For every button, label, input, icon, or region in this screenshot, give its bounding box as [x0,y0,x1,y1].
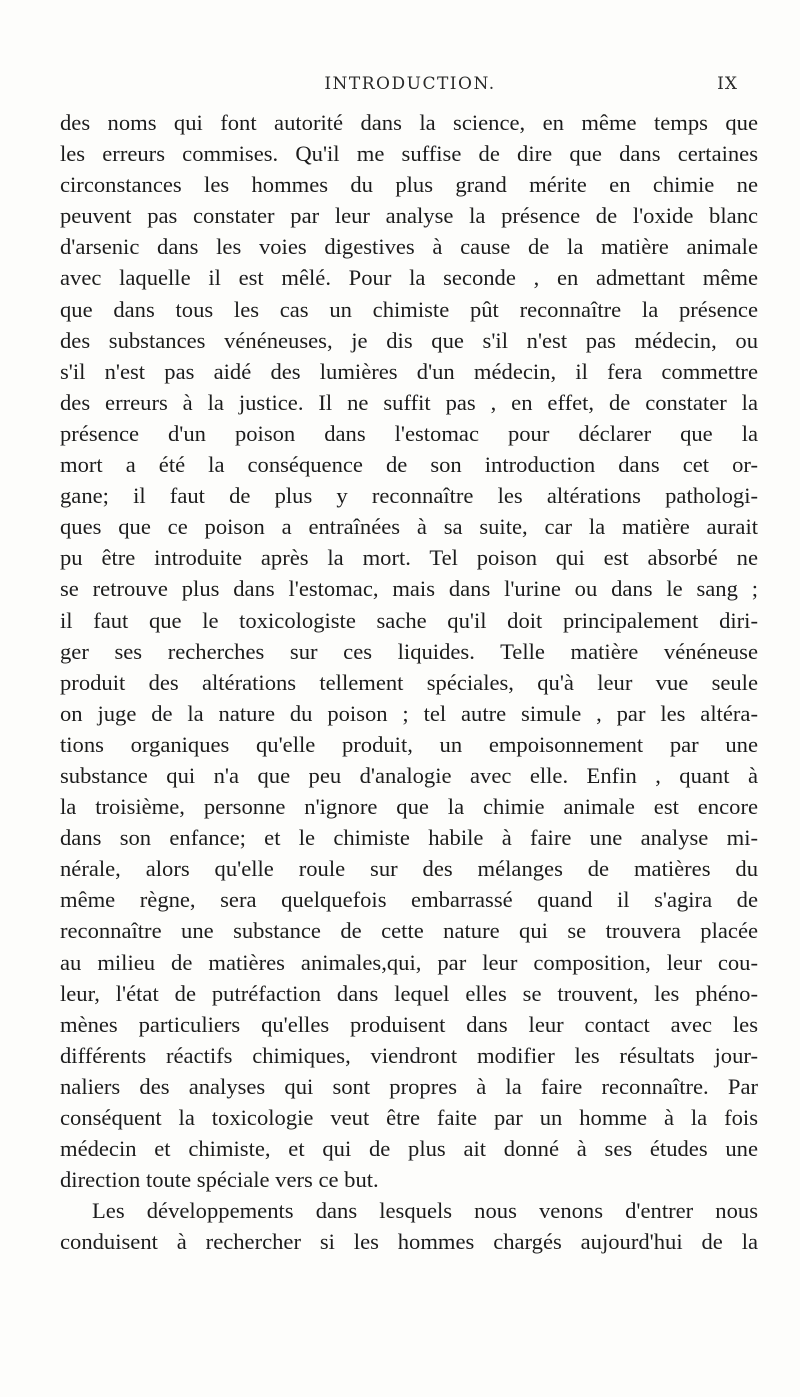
page-number: IX [717,74,738,94]
text-line: substance qui n'a que peu d'analogie avec elle. Enfin , quant à [60,762,758,788]
text-line-paragraph-end: direction toute spéciale vers ce but. [60,1167,379,1193]
text-line: avec laquelle il est mêlé. Pour la seconde , en admettant même [60,265,758,291]
text-line: conduisent à rechercher si les hommes chargés aujourd'hui de la [60,1229,758,1255]
text-line: s'il n'est pas aidé des lumières d'un médecin, il fera commettre [60,358,758,384]
text-line: se retrouve plus dans l'estomac, mais dans l'urine ou dans le sang ; [60,576,758,602]
text-line: au milieu de matières animales,qui, par leur composition, leur cou- [60,949,758,975]
text-line: peuvent pas constater par leur analyse la présence de l'oxide blanc [60,203,758,229]
text-line: reconnaître une substance de cette nature qui se trouvera placée [60,918,758,944]
text-line: la troisième, personne n'ignore que la chimie animale est encore [60,794,758,820]
text-line: mènes particuliers qu'elles produisent dans leur contact avec les [60,1011,758,1037]
text-line: ger ses recherches sur ces liquides. Telle matière vénéneuse [60,638,758,664]
running-head [60,74,760,102]
text-line: naliers des analyses qui sont propres à la faire reconnaître. Par [60,1073,758,1099]
text-line: leur, l'état de putréfaction dans lequel elles se trouvent, les phéno- [60,980,758,1006]
text-line: des substances vénéneuses, je dis que s'il n'est pas médecin, ou [60,327,758,353]
text-line: d'arsenic dans les voies digestives à cause de la matière animale [60,234,758,260]
text-line: présence d'un poison dans l'estomac pour déclarer que la [60,420,758,446]
text-line: circonstances les hommes du plus grand mérite en chimie ne [60,172,758,198]
text-line: des erreurs à la justice. Il ne suffit pas , en effet, de constater la [60,389,758,415]
text-line-paragraph-start: Les développements dans lesquels nous venons d'entrer nous [92,1198,758,1224]
text-line: gane; il faut de plus y reconnaître les altérations pathologi- [60,483,758,509]
text-line: nérale, alors qu'elle roule sur des mélanges de matières du [60,856,758,882]
text-line: mort a été la conséquence de son introduction dans cet or- [60,452,758,478]
text-line: ques que ce poison a entraînées à sa suite, car la matière aurait [60,514,758,540]
text-line: médecin et chimiste, et qui de plus ait donné à ses études une [60,1136,758,1162]
text-line: produit des altérations tellement spéciales, qu'à leur vue seule [60,669,758,695]
text-line: il faut que le toxicologiste sache qu'il doit principalement diri- [60,607,758,633]
text-line: pu être introduite après la mort. Tel poison qui est absorbé ne [60,545,758,571]
body-text [60,107,758,1257]
text-line: tions organiques qu'elle produit, un empoisonnement par une [60,731,758,757]
text-line: que dans tous les cas un chimiste pût reconnaître la présence [60,296,758,322]
text-line: même règne, sera quelquefois embarrassé quand il s'agira de [60,887,758,913]
running-title: INTRODUCTION. [324,74,496,94]
text-line: conséquent la toxicologie veut être faite par un homme à la fois [60,1105,758,1130]
text-line: on juge de la nature du poison ; tel autre simule , par les altéra- [60,700,758,726]
text-line: les erreurs commises. Qu'il me suffise de dire que dans certaines [60,141,758,167]
text-line: différents réactifs chimiques, viendront modifier les résultats jour- [60,1042,758,1068]
text-line: dans son enfance; et le chimiste habile à faire une analyse mi- [60,825,758,851]
text-line: des noms qui font autorité dans la science, en même temps que [60,110,758,135]
